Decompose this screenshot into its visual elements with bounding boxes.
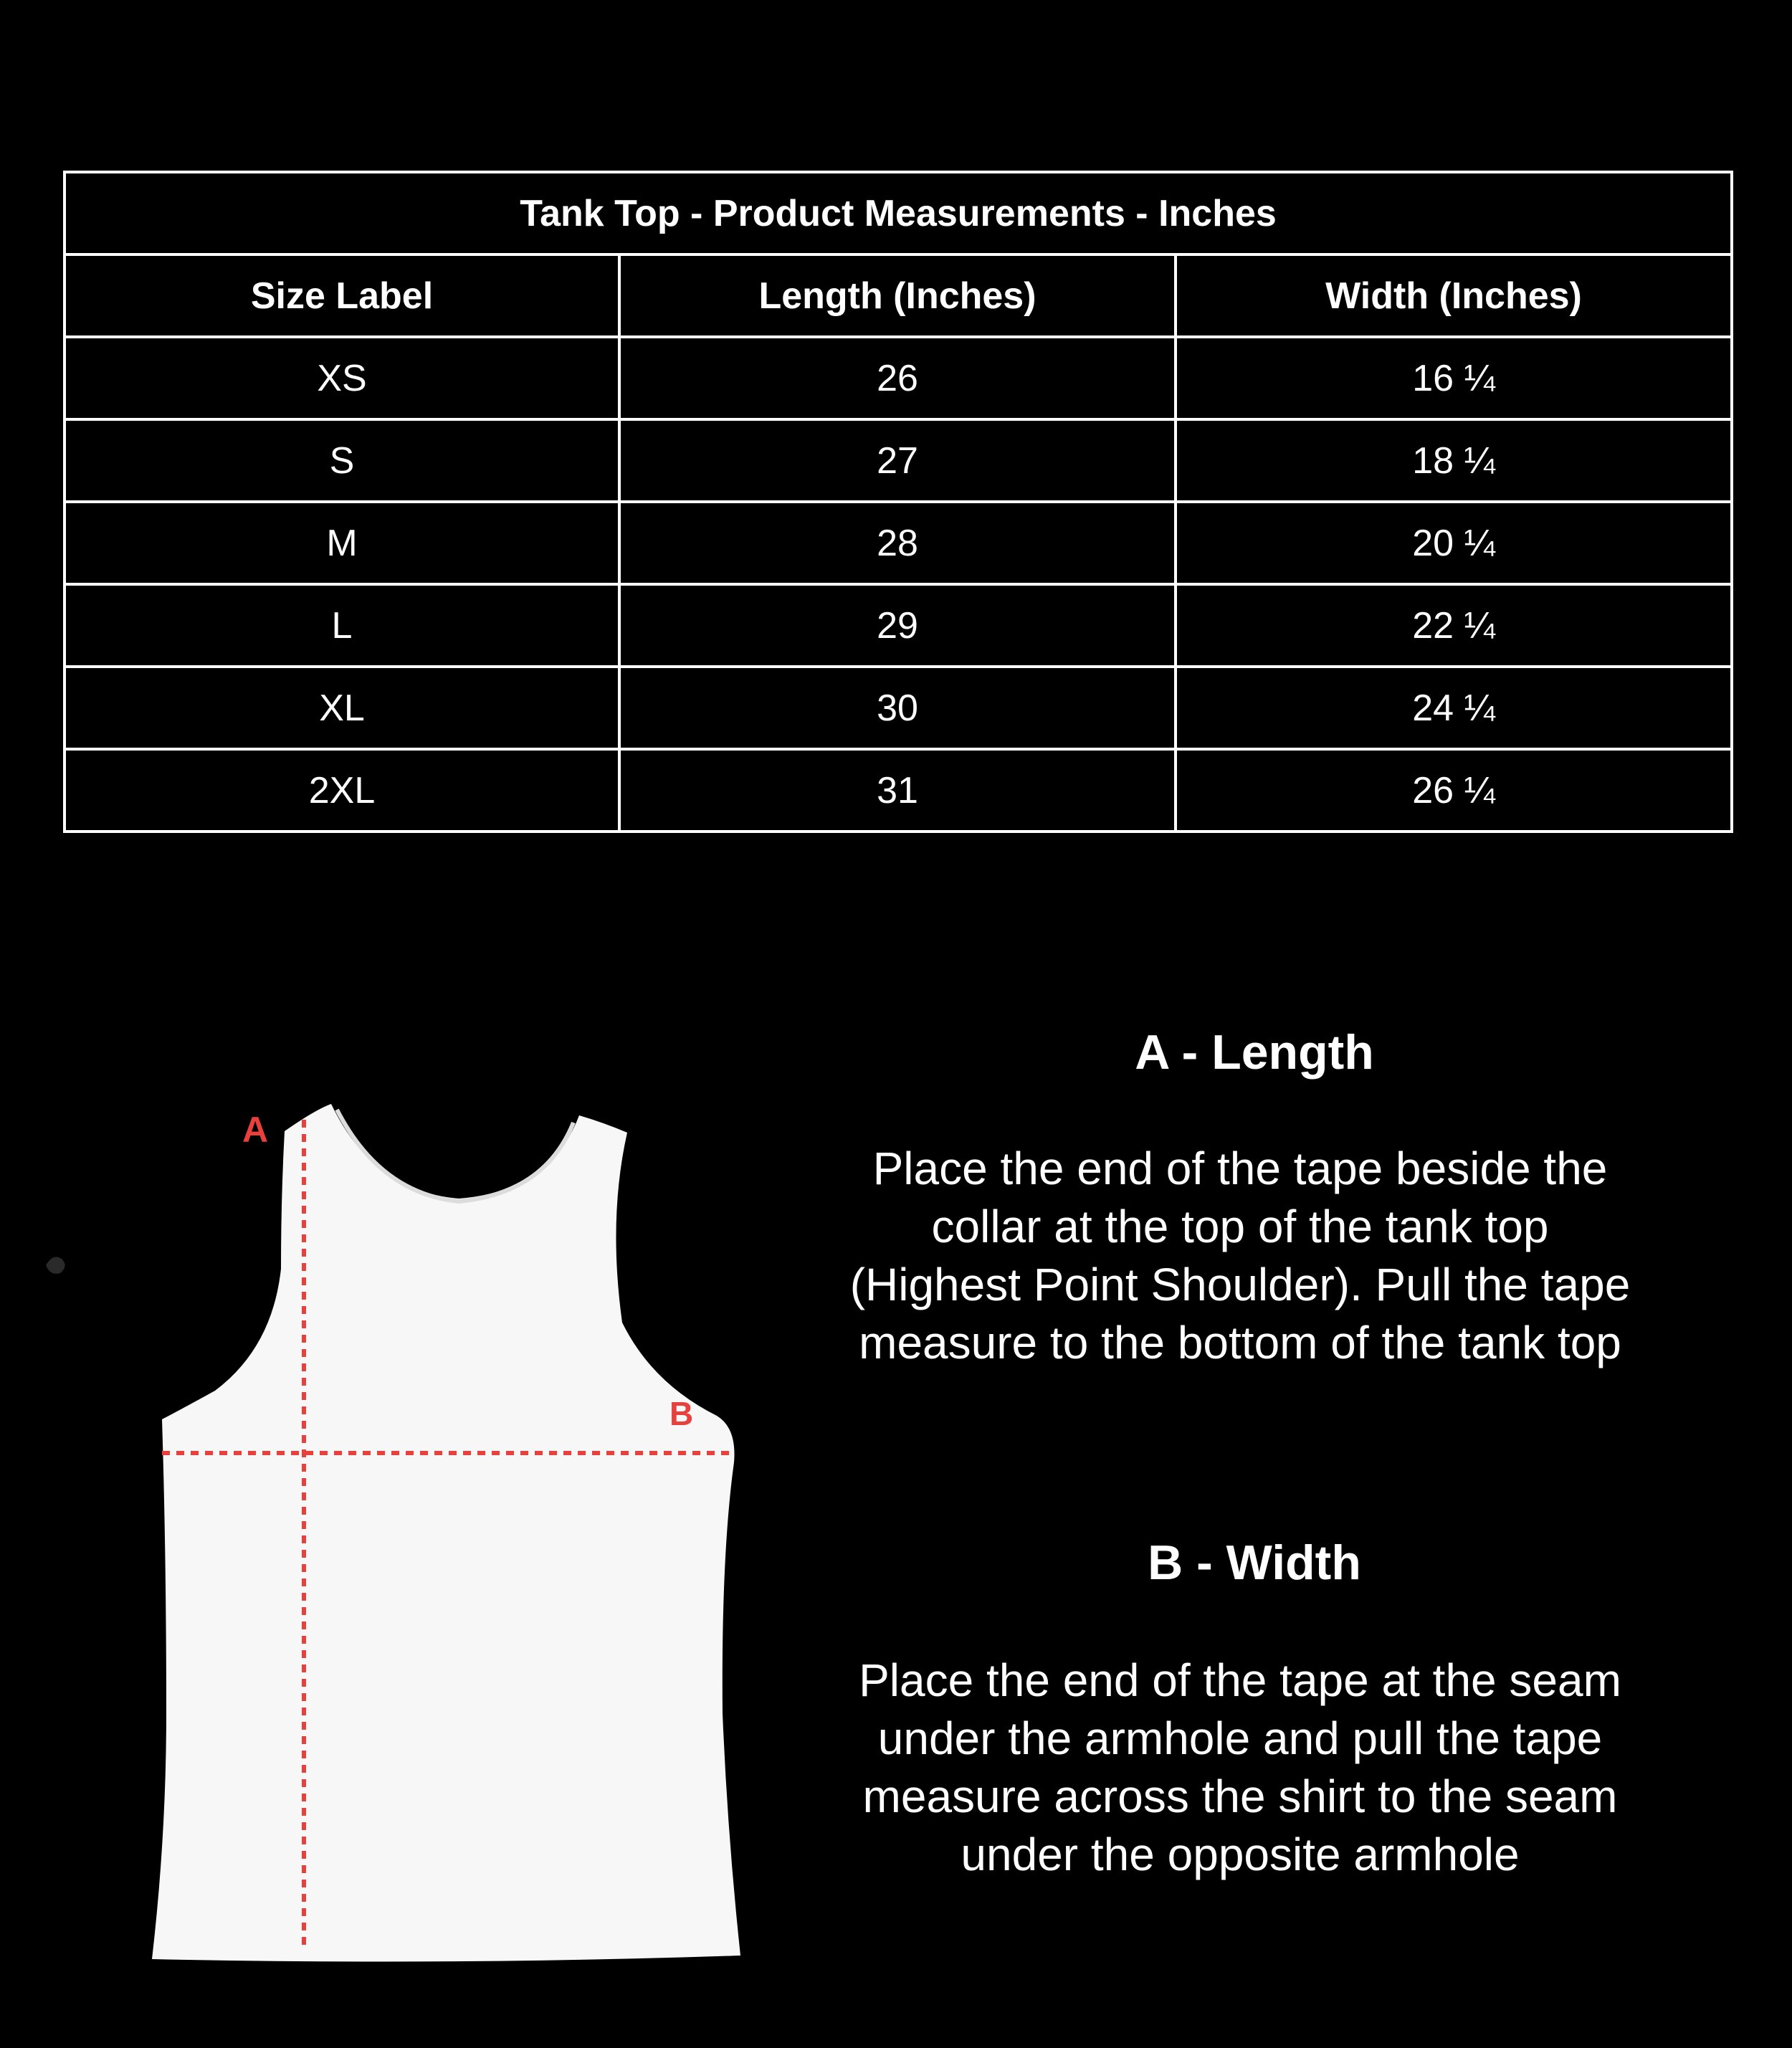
instruction-line: under the opposite armhole (961, 1829, 1520, 1880)
instruction-line: Place the end of the tape at the seam (859, 1654, 1621, 1706)
width-cell: 16 ¼ (1176, 337, 1732, 419)
size-cell: S (65, 419, 619, 502)
length-cell: 29 (619, 584, 1176, 667)
size-table (63, 171, 1733, 833)
instruction-line: Place the end of the tape beside the (872, 1143, 1608, 1194)
table-row (65, 419, 1732, 502)
instruction-line: collar at the top of the tank top (931, 1201, 1549, 1252)
instruction-line: measure across the shirt to the seam (862, 1771, 1618, 1822)
length-cell: 26 (619, 337, 1176, 419)
width-cell: 22 ¼ (1176, 584, 1732, 667)
tank-top-garment (152, 1104, 740, 1962)
size-cell: L (65, 584, 619, 667)
marker-a-label: A (242, 1110, 269, 1150)
table-row (65, 337, 1732, 419)
table-row (65, 502, 1732, 584)
width-heading: B - Width (1148, 1535, 1361, 1590)
column-header-size: Size Label (65, 254, 619, 337)
length-instructions (788, 1140, 1692, 1372)
table-header-row (65, 254, 1732, 337)
marker-b-label: B (669, 1395, 694, 1432)
tank-top-illustration (0, 1047, 817, 1993)
size-cell: XS (65, 337, 619, 419)
table-row (65, 749, 1732, 832)
instruction-line: (Highest Point Shoulder). Pull the tape (849, 1259, 1631, 1310)
size-cell: 2XL (65, 749, 619, 832)
table-title-row (65, 172, 1732, 254)
length-cell: 27 (619, 419, 1176, 502)
table-row (65, 667, 1732, 749)
length-cell: 31 (619, 749, 1176, 832)
width-cell: 26 ¼ (1176, 749, 1732, 832)
width-cell: 18 ¼ (1176, 419, 1732, 502)
table-title: Tank Top - Product Measurements - Inches (65, 172, 1732, 254)
width-instructions (788, 1652, 1692, 1884)
column-header-width: Width (Inches) (1176, 254, 1732, 337)
size-cell: XL (65, 667, 619, 749)
speck-mark (46, 1257, 65, 1273)
table-row (65, 584, 1732, 667)
instruction-line: measure to the bottom of the tank top (859, 1317, 1621, 1368)
length-heading: A - Length (1135, 1025, 1374, 1080)
width-cell: 20 ¼ (1176, 502, 1732, 584)
length-cell: 28 (619, 502, 1176, 584)
column-header-length: Length (Inches) (619, 254, 1176, 337)
size-cell: M (65, 502, 619, 584)
length-cell: 30 (619, 667, 1176, 749)
instruction-line: under the armhole and pull the tape (877, 1713, 1603, 1764)
width-cell: 24 ¼ (1176, 667, 1732, 749)
